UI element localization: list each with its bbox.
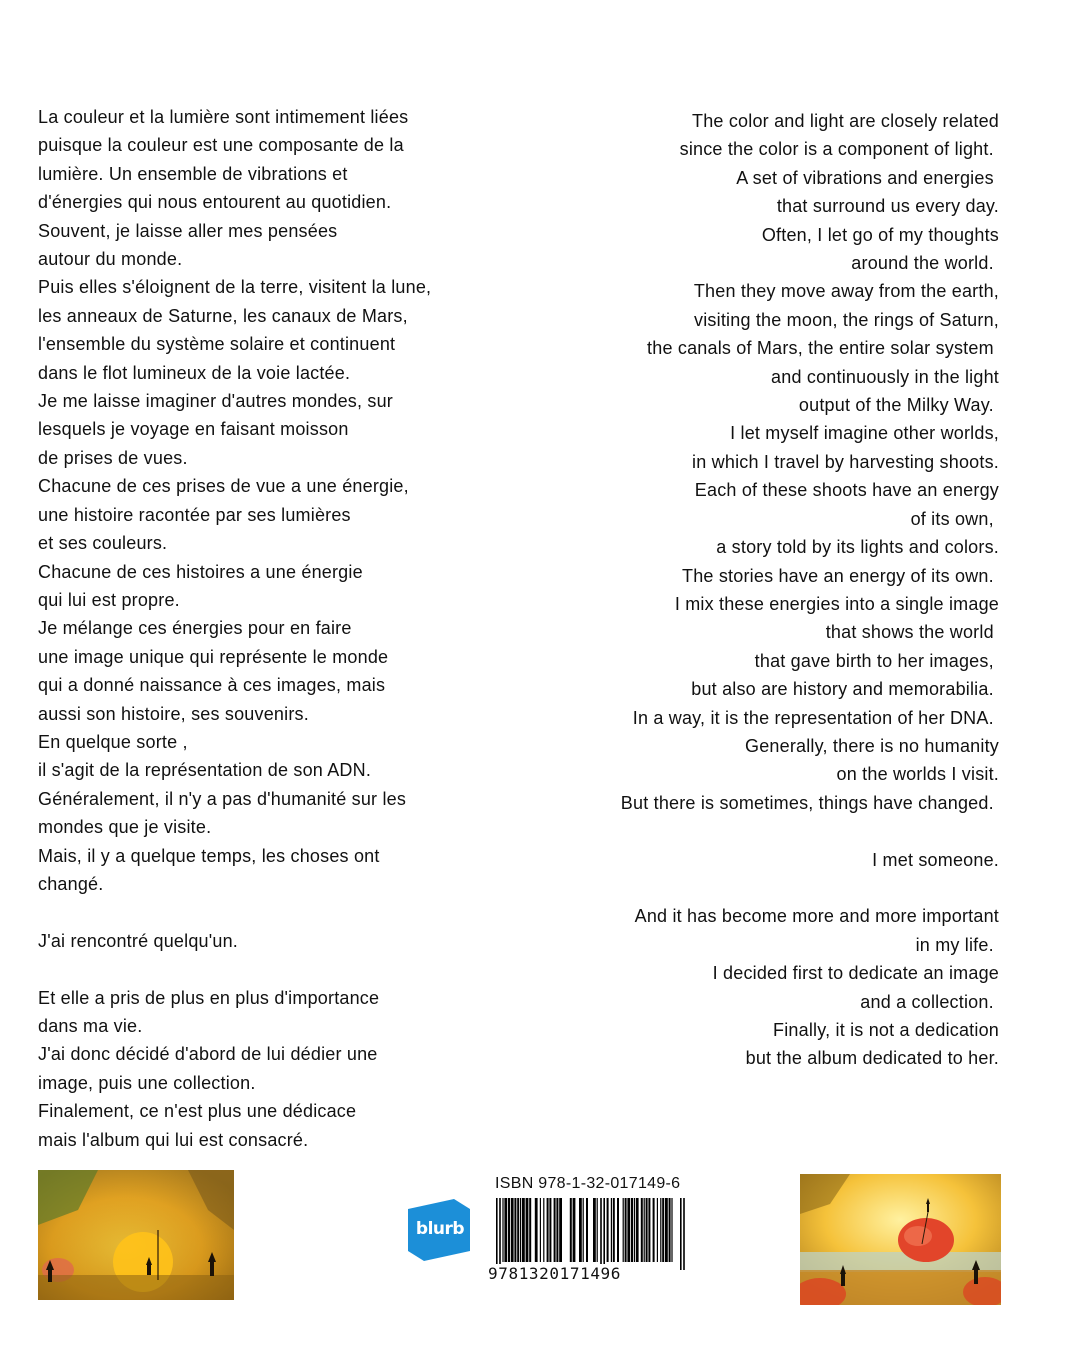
barcode-bar — [593, 1198, 596, 1262]
barcode-bar — [579, 1198, 582, 1262]
barcode-bar — [646, 1198, 648, 1262]
english-text-column — [529, 107, 999, 1073]
barcode-bar — [520, 1198, 521, 1262]
barcode-bar — [554, 1198, 556, 1262]
text-line: Chacune de ces prises de vue a une énergie, — [38, 476, 409, 497]
barcode-bar — [499, 1198, 501, 1270]
barcode-bar — [526, 1198, 529, 1262]
barcode-bar — [660, 1198, 661, 1262]
text-line: J'ai donc décidé d'abord de lui dédier une — [38, 1044, 378, 1065]
cover-artwork-thumbnail-right — [800, 1174, 1001, 1305]
text-line: Je mélange ces énergies pour en faire — [38, 618, 352, 639]
text-line: autour du monde. — [38, 249, 183, 270]
text-line: Then they move away from the earth, — [693, 281, 999, 302]
barcode-bar — [665, 1198, 668, 1262]
barcode-bar — [603, 1198, 605, 1270]
paragraph-gap — [38, 898, 508, 926]
barcode-bar — [636, 1198, 639, 1262]
text-line: puisque la couleur est une composante de la — [38, 135, 404, 156]
barcode-bar — [502, 1198, 503, 1262]
text-line: I decided first to dedicate an image — [712, 963, 999, 984]
text-line: mais l'album qui lui est consacré. — [38, 1129, 309, 1150]
text-line: But there is sometimes, things have changed. — [620, 792, 999, 813]
barcode-bar — [543, 1198, 544, 1262]
text-line: d'énergies qui nous entourent au quotidien. — [38, 192, 392, 213]
text-line: I met someone. — [872, 849, 999, 870]
barcode-bar — [613, 1198, 615, 1262]
text-line: Et elle a pris de plus en plus d'importance — [38, 987, 380, 1008]
text-line: in which I travel by harvesting shoots. — [692, 451, 999, 472]
text-line: mondes que je visite. — [38, 817, 212, 838]
isbn-barcode — [488, 1198, 688, 1270]
text-line: Each of these shoots have an energy — [694, 480, 999, 501]
text-line: the canals of Mars, the entire solar system — [647, 338, 999, 359]
text-line: but the album dedicated to her. — [745, 1048, 999, 1069]
text-line: Généralement, il n'y a pas d'humanité sur les — [38, 788, 407, 809]
text-line: Je me laisse imaginer d'autres mondes, sur — [38, 391, 393, 412]
barcode-bar — [657, 1198, 658, 1262]
cover-artwork-thumbnail-left — [38, 1170, 234, 1300]
barcode-bar — [671, 1198, 672, 1262]
barcode-bar — [535, 1198, 538, 1262]
barcode-bar — [522, 1198, 525, 1262]
text-line: qui lui est propre. — [38, 589, 180, 610]
barcode-bar — [669, 1198, 671, 1262]
text-line: The stories have an energy of its own. — [682, 565, 999, 586]
isbn-label: ISBN 978-1-32-017149-6 — [495, 1175, 681, 1192]
barcode-bar — [586, 1198, 588, 1262]
barcode-bar — [648, 1198, 650, 1262]
barcode-bar — [641, 1198, 643, 1262]
barcode-bar — [597, 1198, 598, 1262]
text-line: I let myself imagine other worlds, — [730, 423, 999, 444]
text-line: Finally, it is not a dedication — [773, 1019, 999, 1040]
text-line: J'ai rencontré quelqu'un. — [38, 930, 239, 951]
text-line: lumière. Un ensemble de vibrations et — [38, 163, 348, 184]
barcode-bar — [496, 1198, 498, 1270]
barcode-bar — [627, 1198, 630, 1262]
text-line: of its own, — [910, 508, 999, 529]
paragraph-gap — [529, 817, 999, 845]
text-line: visiting the moon, the rings of Saturn, — [694, 309, 999, 330]
barcode-bar — [600, 1198, 602, 1270]
barcode-bar — [611, 1198, 612, 1262]
barcode-bar — [529, 1198, 531, 1262]
text-line: l'ensemble du système solaire et continuent — [38, 334, 396, 355]
text-line: une histoire racontée par ses lumières — [38, 504, 351, 525]
barcode-bar — [607, 1198, 609, 1262]
barcode-bar — [631, 1198, 633, 1262]
text-line: image, puis une collection. — [38, 1072, 256, 1093]
paragraph-gap — [529, 874, 999, 902]
blurb-logo-text: blurb — [415, 1219, 465, 1239]
barcode-bar — [514, 1198, 516, 1262]
text-line: il s'agit de la représentation de son ADN. — [38, 760, 372, 781]
barcode-bar — [559, 1198, 562, 1262]
text-line: dans le flot lumineux de la voie lactée. — [38, 362, 351, 383]
barcode-bar — [662, 1198, 664, 1262]
text-line: that surround us every day. — [776, 196, 999, 217]
text-line: qui a donné naissance à ces images, mais — [38, 675, 386, 696]
text-line: dans ma vie. — [38, 1015, 143, 1036]
barcode-bar — [653, 1198, 655, 1262]
text-line: aussi son histoire, ses souvenirs. — [38, 703, 309, 724]
text-line: a story told by its lights and colors. — [716, 537, 999, 558]
barcode-bar — [556, 1198, 558, 1262]
text-line: that gave birth to her images, — [754, 650, 999, 671]
barcode-bar — [540, 1198, 541, 1262]
text-line: A set of vibrations and energies — [736, 167, 999, 188]
text-line: and a collection. — [860, 991, 999, 1012]
text-line: La couleur et la lumière sont intimement liées — [38, 107, 409, 127]
text-line: The color and light are closely related — [692, 111, 999, 131]
barcode-bar — [583, 1198, 584, 1262]
barcode-bar — [573, 1198, 576, 1262]
barcode-bar — [547, 1198, 549, 1262]
text-line: Souvent, je laisse aller mes pensées — [38, 220, 338, 241]
barcode-bar — [623, 1198, 624, 1262]
text-line: output of the Milky Way. — [798, 395, 999, 416]
text-line: Mais, il y a quelque temps, les choses ont — [38, 845, 380, 866]
text-line: Chacune de ces histoires a une énergie — [38, 561, 363, 582]
text-line: lesquels je voyage en faisant moisson — [38, 419, 349, 440]
barcode-bar — [617, 1198, 619, 1262]
text-line: et ses couleurs. — [38, 533, 168, 554]
barcode-bar — [570, 1198, 572, 1262]
text-line: Finalement, ce n'est plus une dédicace — [38, 1101, 357, 1122]
text-line: Generally, there is no humanity — [745, 735, 999, 756]
barcode-bar — [508, 1198, 510, 1262]
barcode-bar — [680, 1198, 682, 1270]
barcode-digits: 9781320171496 — [488, 1264, 622, 1283]
barcode-bar — [549, 1198, 551, 1262]
barcode-bar — [634, 1198, 635, 1262]
text-line: since the color is a component of light. — [679, 139, 999, 160]
french-text-column — [38, 103, 508, 1154]
paragraph-gap — [38, 955, 508, 983]
text-line: changé. — [38, 873, 104, 894]
barcode-bar — [517, 1198, 519, 1262]
text-line: And it has become more and more important — [634, 906, 999, 927]
text-line: les anneaux de Saturne, les canaux de Mars, — [38, 305, 408, 326]
text-line: and continuously in the light — [771, 366, 999, 387]
barcode-bar — [511, 1198, 514, 1262]
text-line: Often, I let go of my thoughts — [761, 224, 999, 245]
barcode-bar — [504, 1198, 507, 1262]
barcode-bar — [683, 1198, 685, 1270]
text-line: on the worlds I visit. — [836, 764, 999, 785]
text-line: Puis elles s'éloignent de la terre, visitent la lune, — [38, 277, 432, 298]
text-line: En quelque sorte , — [38, 731, 188, 752]
text-line: but also are history and memorabilia. — [691, 679, 999, 700]
text-line: that shows the world — [825, 622, 999, 643]
text-line: in my life. — [915, 934, 999, 955]
text-line: de prises de vues. — [38, 447, 188, 468]
text-line: I mix these energies into a single image — [674, 593, 999, 614]
barcode-bar — [625, 1198, 627, 1262]
barcode-bar — [644, 1198, 645, 1262]
text-line: In a way, it is the representation of her DNA. — [632, 707, 999, 728]
text-line: around the world. — [851, 253, 999, 274]
text-line: une image unique qui représente le monde — [38, 646, 389, 667]
